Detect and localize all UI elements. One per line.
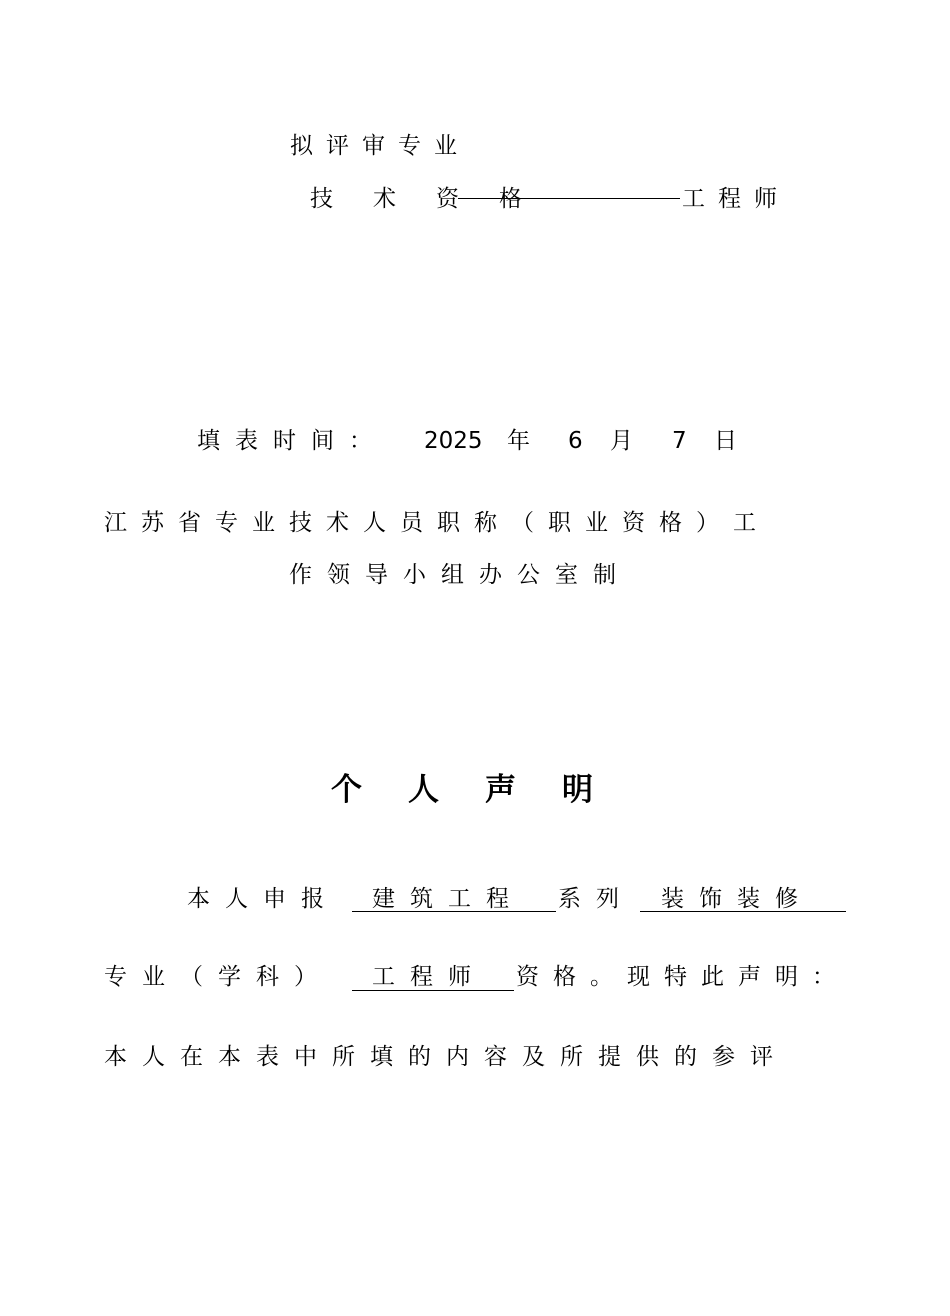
fill-date-year-unit: 年 xyxy=(507,428,543,454)
declaration-title: 个人声明 xyxy=(331,772,639,808)
qualification-value: 工程师 xyxy=(372,964,486,990)
series-underline xyxy=(352,911,556,912)
fill-date-label: 填表时间： xyxy=(197,428,387,454)
qualification-underline xyxy=(352,990,514,991)
series-label: 系列 xyxy=(558,886,634,912)
declaration-body: 本人在本表中所填的内容及所提供的参评 xyxy=(104,1044,788,1070)
specialty-underline xyxy=(640,911,846,912)
major-label: 拟评审专业 xyxy=(290,133,470,159)
qualification-fill-line xyxy=(458,198,680,199)
fill-date-month-unit: 月 xyxy=(610,428,646,454)
fill-date-day-unit: 日 xyxy=(714,428,750,454)
declaration-statement: 资格。现特此声明： xyxy=(516,964,849,990)
fill-date-day: 7 xyxy=(672,428,687,454)
fill-date-year: 2025 xyxy=(424,428,483,454)
qualification-title: 工程师 xyxy=(682,186,790,212)
specialty-value: 装饰装修 xyxy=(661,886,813,912)
fill-date-month: 6 xyxy=(568,428,583,454)
series-value: 建筑工程 xyxy=(372,886,524,912)
declaration-lead: 本人申报 xyxy=(187,886,339,912)
issuer-line-2: 作领导小组办公室制 xyxy=(289,562,631,588)
qualification-prefix: 技术资格 xyxy=(310,186,562,212)
issuer-line-1: 江苏省专业技术人员职称（职业资格）工 xyxy=(104,510,770,536)
specialty-lead: 专业（学科） xyxy=(104,964,332,990)
